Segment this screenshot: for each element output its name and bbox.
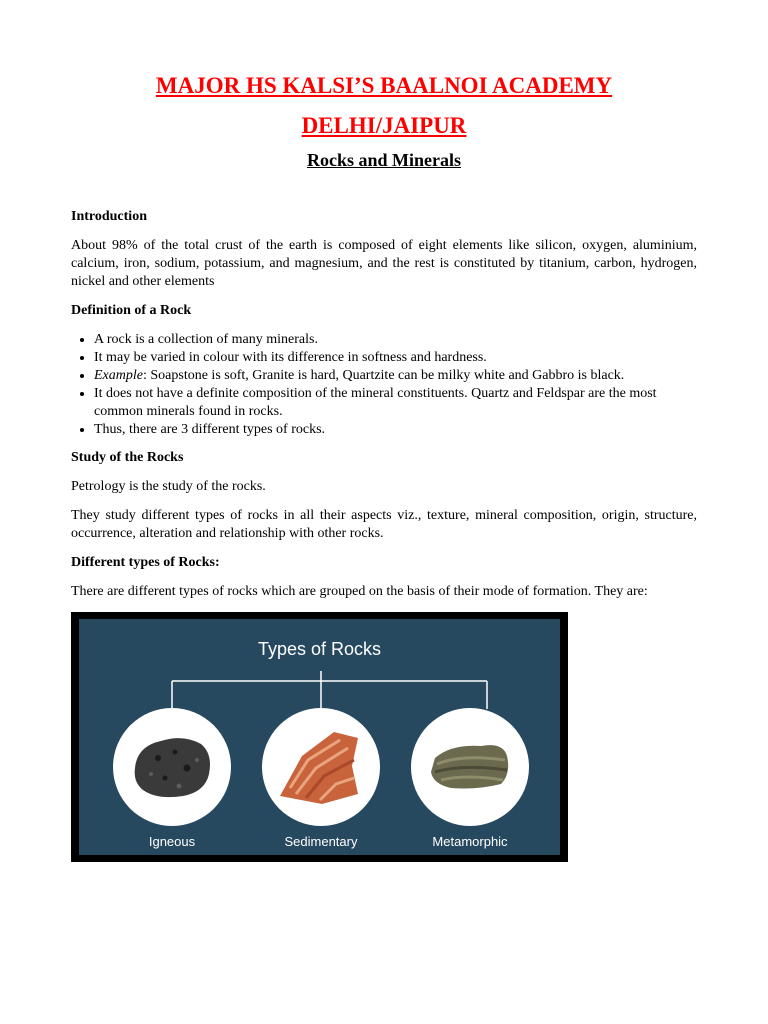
figure-panel	[79, 619, 560, 855]
document-body	[71, 208, 697, 612]
sedimentary-rock-icon	[262, 708, 380, 826]
types-of-rocks-figure	[71, 612, 568, 862]
list-item: • A rock is a collection of many minerals.	[94, 331, 697, 349]
example-text: : Soapstone is soft, Granite is hard, Quartzite can be milky white and Gabbro is black.	[142, 368, 625, 383]
types-heading: Different types of Rocks:	[71, 555, 220, 570]
intro-heading: Introduction	[71, 209, 147, 224]
academy-location: DELHI/JAIPUR	[301, 113, 467, 138]
metamorphic-rock-image	[411, 708, 529, 826]
figure-title: Types of Rocks	[257, 639, 382, 659]
study-paragraph-1: Petrology is the study of the rocks.	[71, 479, 266, 494]
list-item: • It does not have a definite composition of the mineral constituents. Quartz and Feldspar are the most common minerals found in rocks.	[94, 385, 697, 421]
list-item	[94, 367, 697, 385]
intro-paragraph: About 98% of the total crust of the earth is composed of eight elements like silicon, oxygen, aluminium, calcium, iron, sodium, potassium, and magnesium, and the rest is constituted by titanium, carbon, hydrogen, nickel and other elements	[71, 238, 697, 289]
definition-heading: Definition of a Rock	[71, 303, 192, 318]
types-paragraph: There are different types of rocks which are grouped on the basis of their mode of formation. They are:	[71, 584, 648, 599]
study-heading: Study of the Rocks	[71, 450, 184, 465]
example-label: Example	[94, 368, 143, 383]
igneous-rock-icon	[113, 708, 231, 826]
sedimentary-rock-image	[262, 708, 380, 826]
list-item: • It may be varied in colour with its difference in softness and hardness.	[94, 349, 697, 367]
label-sedimentary: Sedimentary	[284, 834, 358, 849]
study-paragraph-2: They study different types of rocks in all their aspects viz., texture, mineral composition, origin, structure, occurrence, alteration and relationship with other rocks.	[71, 508, 697, 541]
document-subtitle: Rocks and Minerals	[306, 150, 461, 170]
label-igneous: Igneous	[148, 834, 196, 849]
igneous-rock-image	[113, 708, 231, 826]
metamorphic-rock-icon	[411, 708, 529, 826]
definition-list	[71, 331, 697, 439]
list-item: • Thus, there are 3 different types of rocks.	[94, 421, 697, 439]
label-metamorphic: Metamorphic	[432, 834, 508, 849]
academy-title: MAJOR HS KALSI’S BAALNOI ACADEMY	[155, 73, 613, 98]
